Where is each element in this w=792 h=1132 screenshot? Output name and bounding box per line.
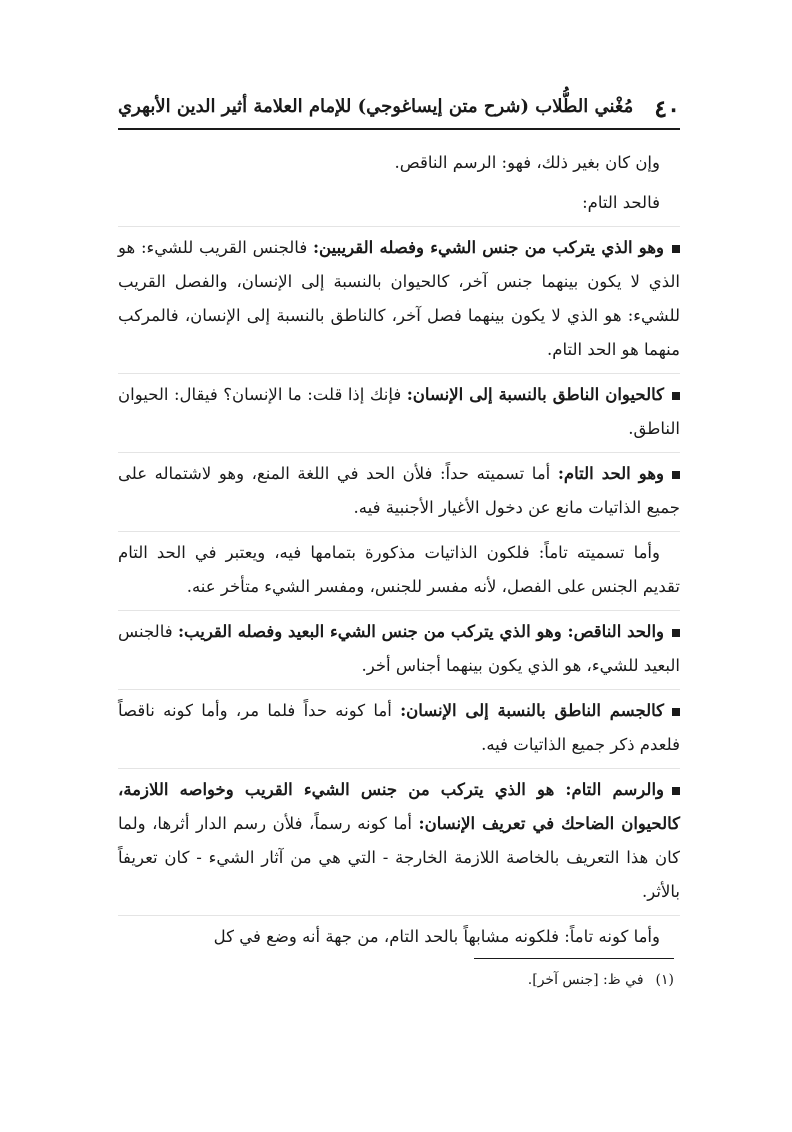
paragraph	[118, 689, 680, 762]
paragraph-text: وأما كونه تاماً: فلكونه مشابهاً بالحد التام، من جهة أنه وضع في كل	[213, 927, 660, 946]
paragraph-lead: والحد الناقص: وهو الذي يتركب من جنس الشيء البعيد وفصله القريب:	[177, 622, 664, 641]
paragraph	[118, 915, 680, 954]
square-bullet-icon	[672, 787, 680, 795]
page-header	[118, 88, 680, 130]
square-bullet-icon	[672, 245, 680, 253]
footnote-text: في ظ: [جنس آخر].	[527, 972, 644, 988]
paragraph-text: أما تسميته حداً: فلأن الحد في اللغة المنع، وهو لاشتماله على جميع الذاتيات مانع عن دخول الأغيار الأجنبية فيه.	[118, 464, 680, 517]
paragraph-lead: وهو الذي يتركب من جنس الشيء وفصله القريبين:	[312, 238, 665, 257]
paragraph	[118, 610, 680, 683]
paragraph-lead: كالحيوان الناطق بالنسبة إلى الإنسان:	[406, 385, 664, 404]
footnote-number: (١)	[655, 972, 674, 988]
paragraph-text: فإنك إذا قلت: ما الإنسان؟ فيقال: الحيوان الناطق.	[118, 385, 680, 438]
square-bullet-icon	[672, 471, 680, 479]
paragraph-text: فالجنس القريب للشيء: هو الذي لا يكون بينهما جنس آخر، كالحيوان بالنسبة إلى الإنسان، والفصل القريب للشيء: هو الذي لا يكون بينهما فصل آخر، كالناطق بالنسبة إلى الإنسان، فالمركب منهما هو الحد التام.	[118, 238, 680, 359]
footnote	[528, 972, 674, 988]
paragraph-lead: وهو الحد التام:	[557, 464, 664, 483]
paragraph-text: فالجنس البعيد للشيء، هو الذي يكون بينهما أجناس أخر.	[118, 622, 680, 675]
paragraph-text: وإن كان بغير ذلك، فهو: الرسم الناقص.	[394, 153, 660, 172]
paragraph-text: أما كونه رسماً، فلأن رسم الدار أثرها، ولما كان هذا التعريف بالخاصة اللازمة الخارجة - التي هي من آثار الشيء - كان تعريفاً بالأثر.	[118, 814, 680, 901]
running-title: مُغْني الطُّلاب (شرح متن إيساغوجي) للإمام العلامة أثير الدين الأبهري	[118, 96, 634, 117]
paragraph-lead: والرسم التام: هو الذي يتركب من جنس الشيء القريب وخواصه اللازمة، كالحيوان الضاحك في تعريف الإنسان:	[118, 780, 680, 833]
footnote-divider	[474, 958, 674, 959]
paragraph-text: فالحد التام:	[582, 193, 660, 212]
square-bullet-icon	[672, 629, 680, 637]
paragraph-lead: كالجسم الناطق بالنسبة إلى الإنسان:	[400, 701, 664, 720]
paragraph	[118, 226, 680, 367]
paragraph-text: وأما تسميته تاماً: فلكون الذاتيات مذكورة بتمامها فيه، ويعتبر في الحد التام تقديم الجنس على الفصل، لأنه مفسر للجنس، ومفسر الشيء متأخر عنه.	[118, 543, 680, 596]
square-bullet-icon	[672, 392, 680, 400]
paragraph	[118, 146, 680, 180]
paragraph	[118, 373, 680, 446]
square-bullet-icon	[672, 708, 680, 716]
paragraph	[118, 186, 680, 220]
page-number: ٤٠	[654, 94, 680, 123]
paragraph-text: أما كونه حداً فلما مر، وأما كونه ناقصاً فلعدم ذكر جميع الذاتيات فيه.	[118, 701, 680, 754]
paragraph	[118, 768, 680, 909]
main-text	[118, 146, 680, 960]
paragraph	[118, 452, 680, 525]
paragraph	[118, 531, 680, 604]
